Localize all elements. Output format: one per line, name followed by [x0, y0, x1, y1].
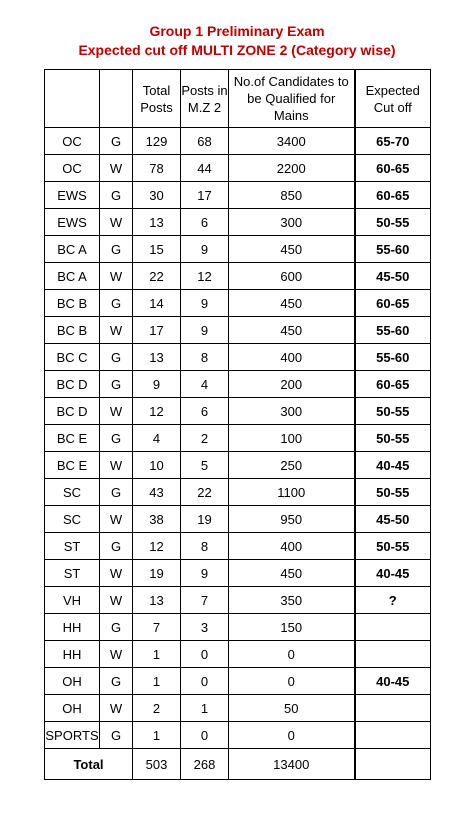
table-row	[45, 236, 431, 263]
table-row	[45, 182, 431, 209]
cell-gender: G	[100, 533, 133, 560]
table-row	[45, 128, 431, 155]
cell-candidates: 450	[229, 560, 355, 587]
cell-gender: G	[100, 344, 133, 371]
cell-posts-mz2: 17	[181, 182, 229, 209]
cell-posts-mz2: 4	[181, 371, 229, 398]
cell-candidates: 200	[229, 371, 355, 398]
cell-candidates: 50	[229, 695, 355, 722]
table-row	[45, 209, 431, 236]
table-row	[45, 533, 431, 560]
cell-posts-mz2: 6	[181, 398, 229, 425]
table-body	[45, 128, 431, 749]
cell-expected-cutoff: 40-45	[355, 560, 431, 587]
table-row	[45, 344, 431, 371]
cell-posts-mz2: 8	[181, 344, 229, 371]
cell-total-posts: 7	[133, 614, 181, 641]
cell-category: OC	[45, 155, 100, 182]
cell-category: BC C	[45, 344, 100, 371]
cell-category: BC D	[45, 371, 100, 398]
table-row	[45, 425, 431, 452]
cell-posts-mz2: 9	[181, 290, 229, 317]
cell-candidates: 450	[229, 236, 355, 263]
cell-expected-cutoff: ?	[355, 587, 431, 614]
cell-category: BC B	[45, 290, 100, 317]
cell-gender: W	[100, 695, 133, 722]
cell-expected-cutoff: 45-50	[355, 506, 431, 533]
cell-category: BC E	[45, 425, 100, 452]
cell-gender: W	[100, 641, 133, 668]
cell-expected-cutoff: 55-60	[355, 344, 431, 371]
cell-total-posts: 14	[133, 290, 181, 317]
cell-total-posts: 30	[133, 182, 181, 209]
cell-expected-cutoff: 60-65	[355, 290, 431, 317]
table-row	[45, 155, 431, 182]
cell-total-posts: 13	[133, 209, 181, 236]
cell-gender: G	[100, 668, 133, 695]
table-row	[45, 587, 431, 614]
cell-expected-cutoff	[355, 614, 431, 641]
cell-total-posts: 4	[133, 425, 181, 452]
cell-category: SC	[45, 479, 100, 506]
cell-candidates: 950	[229, 506, 355, 533]
cell-posts-mz2: 9	[181, 236, 229, 263]
cell-candidates: 250	[229, 452, 355, 479]
cell-expected-cutoff: 55-60	[355, 236, 431, 263]
cell-total-posts: 1	[133, 668, 181, 695]
cell-gender: G	[100, 425, 133, 452]
cell-posts-mz2: 7	[181, 587, 229, 614]
page-title: Group 1 Preliminary Exam	[149, 23, 325, 39]
total-posts-sum: 503	[133, 749, 181, 780]
cell-category: BC A	[45, 236, 100, 263]
cell-candidates: 300	[229, 398, 355, 425]
cell-expected-cutoff	[355, 695, 431, 722]
cell-gender: W	[100, 398, 133, 425]
cell-category: BC B	[45, 317, 100, 344]
cell-gender: W	[100, 587, 133, 614]
cell-category: SC	[45, 506, 100, 533]
cell-total-posts: 9	[133, 371, 181, 398]
table-row	[45, 290, 431, 317]
cell-posts-mz2: 3	[181, 614, 229, 641]
header-category	[45, 70, 100, 128]
cell-expected-cutoff: 50-55	[355, 425, 431, 452]
cell-posts-mz2: 9	[181, 317, 229, 344]
cell-total-posts: 15	[133, 236, 181, 263]
cell-category: OH	[45, 668, 100, 695]
cell-gender: W	[100, 263, 133, 290]
cell-candidates: 400	[229, 344, 355, 371]
cell-category: EWS	[45, 209, 100, 236]
cell-total-posts: 2	[133, 695, 181, 722]
total-mz2-sum: 268	[181, 749, 229, 780]
table-row	[45, 479, 431, 506]
cell-category: OC	[45, 128, 100, 155]
cell-posts-mz2: 0	[181, 668, 229, 695]
table-row	[45, 506, 431, 533]
cell-candidates: 450	[229, 317, 355, 344]
cell-expected-cutoff: 40-45	[355, 668, 431, 695]
cell-category: VH	[45, 587, 100, 614]
cell-candidates: 2200	[229, 155, 355, 182]
cell-category: BC D	[45, 398, 100, 425]
cell-posts-mz2: 8	[181, 533, 229, 560]
cell-gender: W	[100, 506, 133, 533]
cell-gender: W	[100, 209, 133, 236]
cell-category: BC E	[45, 452, 100, 479]
cell-candidates: 1100	[229, 479, 355, 506]
table-row	[45, 641, 431, 668]
cell-gender: W	[100, 155, 133, 182]
cell-total-posts: 13	[133, 587, 181, 614]
cell-total-posts: 78	[133, 155, 181, 182]
total-label: Total	[45, 749, 133, 780]
cell-candidates: 350	[229, 587, 355, 614]
cell-candidates: 300	[229, 209, 355, 236]
cell-candidates: 0	[229, 722, 355, 749]
table-row	[45, 614, 431, 641]
cell-candidates: 150	[229, 614, 355, 641]
table-header-row	[45, 70, 431, 128]
cell-gender: G	[100, 614, 133, 641]
cell-candidates: 3400	[229, 128, 355, 155]
table-row	[45, 722, 431, 749]
cell-candidates: 600	[229, 263, 355, 290]
cell-category: EWS	[45, 182, 100, 209]
header-expected-cutoff: Expected Cut off	[355, 70, 431, 128]
header-gender	[100, 70, 133, 128]
table-row	[45, 398, 431, 425]
table-total-row	[45, 749, 431, 780]
cell-category: OH	[45, 695, 100, 722]
cell-candidates: 0	[229, 668, 355, 695]
cell-expected-cutoff: 40-45	[355, 452, 431, 479]
total-candidates-sum: 13400	[229, 749, 355, 780]
cell-expected-cutoff	[355, 641, 431, 668]
total-expected-cell	[355, 749, 431, 780]
table-row	[45, 560, 431, 587]
cell-posts-mz2: 6	[181, 209, 229, 236]
cell-total-posts: 17	[133, 317, 181, 344]
cell-candidates: 0	[229, 641, 355, 668]
cell-gender: G	[100, 236, 133, 263]
cell-category: HH	[45, 641, 100, 668]
cell-posts-mz2: 1	[181, 695, 229, 722]
cell-total-posts: 38	[133, 506, 181, 533]
cell-category: BC A	[45, 263, 100, 290]
table-row	[45, 668, 431, 695]
cell-expected-cutoff: 50-55	[355, 533, 431, 560]
header-total-posts: Total Posts	[133, 70, 181, 128]
cell-candidates: 850	[229, 182, 355, 209]
cell-posts-mz2: 22	[181, 479, 229, 506]
cell-total-posts: 19	[133, 560, 181, 587]
cell-gender: G	[100, 290, 133, 317]
cell-total-posts: 43	[133, 479, 181, 506]
cell-gender: G	[100, 182, 133, 209]
cutoff-table	[44, 69, 431, 780]
table-row	[45, 371, 431, 398]
cell-gender: W	[100, 452, 133, 479]
cell-expected-cutoff: 50-55	[355, 479, 431, 506]
table-row	[45, 317, 431, 344]
cell-total-posts: 10	[133, 452, 181, 479]
cell-gender: G	[100, 128, 133, 155]
cell-total-posts: 12	[133, 398, 181, 425]
table-row	[45, 263, 431, 290]
cell-category: ST	[45, 560, 100, 587]
cell-gender: W	[100, 560, 133, 587]
cell-total-posts: 22	[133, 263, 181, 290]
cell-expected-cutoff: 60-65	[355, 371, 431, 398]
cell-expected-cutoff: 60-65	[355, 155, 431, 182]
table-row	[45, 695, 431, 722]
cell-gender: W	[100, 317, 133, 344]
cell-posts-mz2: 44	[181, 155, 229, 182]
table-row	[45, 452, 431, 479]
header-candidates: No.of Candidates to be Qualified for Mains	[229, 70, 355, 128]
cell-category: HH	[45, 614, 100, 641]
cell-expected-cutoff: 65-70	[355, 128, 431, 155]
cell-gender: G	[100, 479, 133, 506]
cell-expected-cutoff	[355, 722, 431, 749]
page-subtitle: Expected cut off MULTI ZONE 2 (Category wise)	[78, 42, 396, 58]
cell-total-posts: 1	[133, 722, 181, 749]
cell-posts-mz2: 68	[181, 128, 229, 155]
cell-category: SPORTS	[45, 722, 100, 749]
cell-posts-mz2: 0	[181, 641, 229, 668]
cell-expected-cutoff: 55-60	[355, 317, 431, 344]
cell-total-posts: 1	[133, 641, 181, 668]
cell-expected-cutoff: 50-55	[355, 398, 431, 425]
cell-expected-cutoff: 60-65	[355, 182, 431, 209]
cell-total-posts: 129	[133, 128, 181, 155]
cell-posts-mz2: 2	[181, 425, 229, 452]
header-posts-mz2: Posts in M.Z 2	[181, 70, 229, 128]
cell-posts-mz2: 12	[181, 263, 229, 290]
cell-expected-cutoff: 45-50	[355, 263, 431, 290]
cell-total-posts: 12	[133, 533, 181, 560]
cell-gender: G	[100, 371, 133, 398]
cell-total-posts: 13	[133, 344, 181, 371]
cell-gender: G	[100, 722, 133, 749]
cell-candidates: 100	[229, 425, 355, 452]
cell-posts-mz2: 9	[181, 560, 229, 587]
cell-category: ST	[45, 533, 100, 560]
cell-expected-cutoff: 50-55	[355, 209, 431, 236]
cell-posts-mz2: 5	[181, 452, 229, 479]
cell-posts-mz2: 0	[181, 722, 229, 749]
cell-posts-mz2: 19	[181, 506, 229, 533]
cell-candidates: 450	[229, 290, 355, 317]
cell-candidates: 400	[229, 533, 355, 560]
